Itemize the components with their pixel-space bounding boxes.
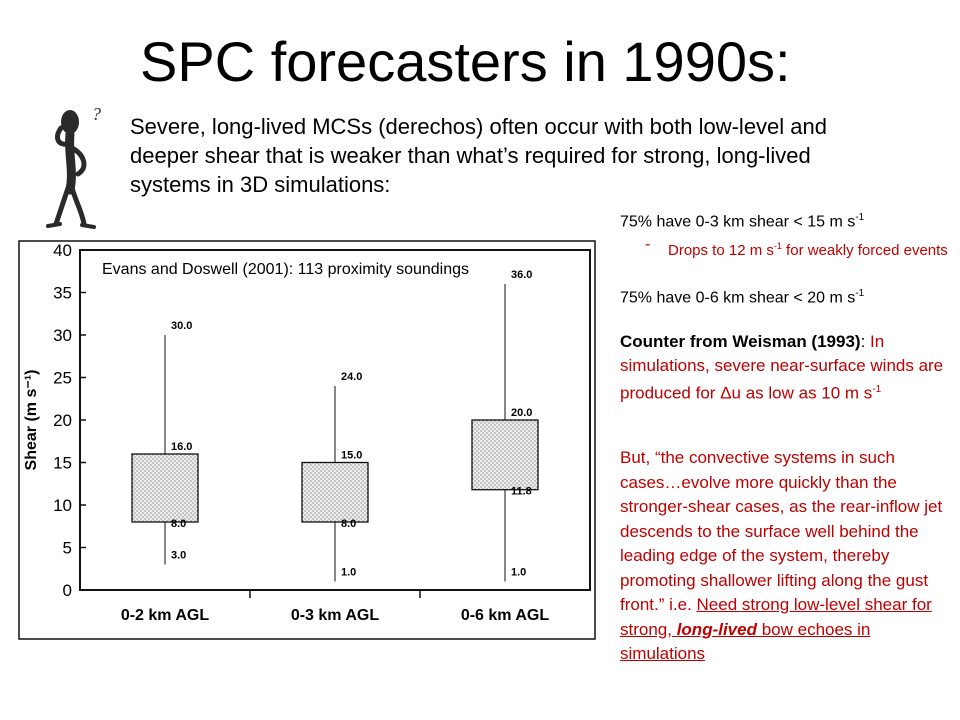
counter-sup: -1	[872, 384, 882, 395]
thinking-stick-figure-icon	[30, 100, 120, 232]
slide-title: SPC forecasters in 1990s:	[140, 30, 791, 93]
x-category-label: 0-2 km AGL	[120, 607, 210, 624]
x-category-label: 0-3 km AGL	[290, 607, 380, 624]
chart-caption: Evans and Doswell (2001): 113 proximity soundings	[102, 261, 470, 278]
box-iqr	[132, 454, 198, 522]
box-value-label: 36.0	[511, 269, 533, 281]
y-tick-label: 15	[53, 453, 72, 473]
note-rest: for weakly forced events	[781, 242, 948, 259]
box-iqr	[302, 463, 368, 523]
x-category-label: 0-6 km AGL	[460, 607, 550, 624]
y-axis-label: Shear (m s⁻¹)	[23, 369, 40, 471]
y-tick-label: 35	[53, 283, 72, 303]
box-value-label: 3.0	[171, 549, 187, 562]
box-value-label: 11.8	[511, 485, 532, 498]
quote-body: But, “the convective systems in such cases…evolve more quickly than the stronger-shear cases, as the rear-inflow jet descends to the surface well behind the leading edge of the system, thereby promoting shallower lifting along the gust front.” i.e.	[620, 448, 943, 614]
note-sup: -1	[773, 241, 782, 251]
box-value-label: 1.0	[511, 566, 527, 579]
counter-colon: :	[860, 332, 866, 351]
box-value-label: 15.0	[341, 449, 363, 462]
box-value-label: 24.0	[341, 371, 363, 383]
stat-03km	[620, 208, 864, 232]
note-text: Drops to 12 m s	[668, 242, 774, 259]
y-tick-label: 40	[53, 241, 72, 260]
counter-heading: Counter from Weisman (1993)	[620, 332, 861, 351]
quote-paragraph	[620, 446, 952, 667]
y-tick-label: 10	[53, 496, 72, 515]
quote-underline-italic: long-lived	[676, 619, 757, 639]
stat-03km-note	[668, 236, 956, 261]
box-value-label: 20.0	[511, 407, 533, 419]
counter-paragraph	[620, 330, 950, 406]
stat-03km-sup: -1	[855, 212, 865, 223]
y-tick-label: 20	[53, 411, 72, 430]
counter-body: In simulations, severe near-surface winds are produced for Δu as low as 10 m s	[620, 332, 944, 403]
y-tick-label: 30	[53, 326, 72, 345]
box-value-label: 8.0	[171, 518, 187, 530]
box-value-label: 8.0	[341, 518, 357, 530]
stat-note-dash: -	[645, 236, 651, 253]
box-value-label: 16.0	[171, 441, 193, 453]
cartoon-question-mark: ?	[92, 104, 101, 124]
stat-06km-sup: -1	[855, 288, 865, 299]
stat-06km-text: 75% have 0-6 km shear < 20 m s	[620, 289, 856, 307]
intro-text: Severe, long-lived MCSs (derechos) often occur with both low-level and deeper shear that is weaker than what’s required for strong, long-lived systems in 3D simulations:	[130, 114, 827, 197]
box-iqr	[472, 420, 538, 490]
shear-boxplot-chart	[18, 240, 596, 640]
quote-underline-1: Need strong low-level shear for strong,	[620, 595, 932, 639]
stat-03km-text: 75% have 0-3 km shear < 15 m s	[620, 213, 856, 231]
y-tick-label: 5	[62, 538, 72, 558]
y-tick-label: 0	[62, 581, 72, 600]
stat-06km	[620, 284, 864, 308]
box-value-label: 1.0	[341, 566, 357, 579]
y-tick-label: 25	[53, 368, 72, 388]
quote-underline-2: bow echoes in simulations	[620, 619, 871, 663]
box-value-label: 30.0	[171, 320, 193, 332]
